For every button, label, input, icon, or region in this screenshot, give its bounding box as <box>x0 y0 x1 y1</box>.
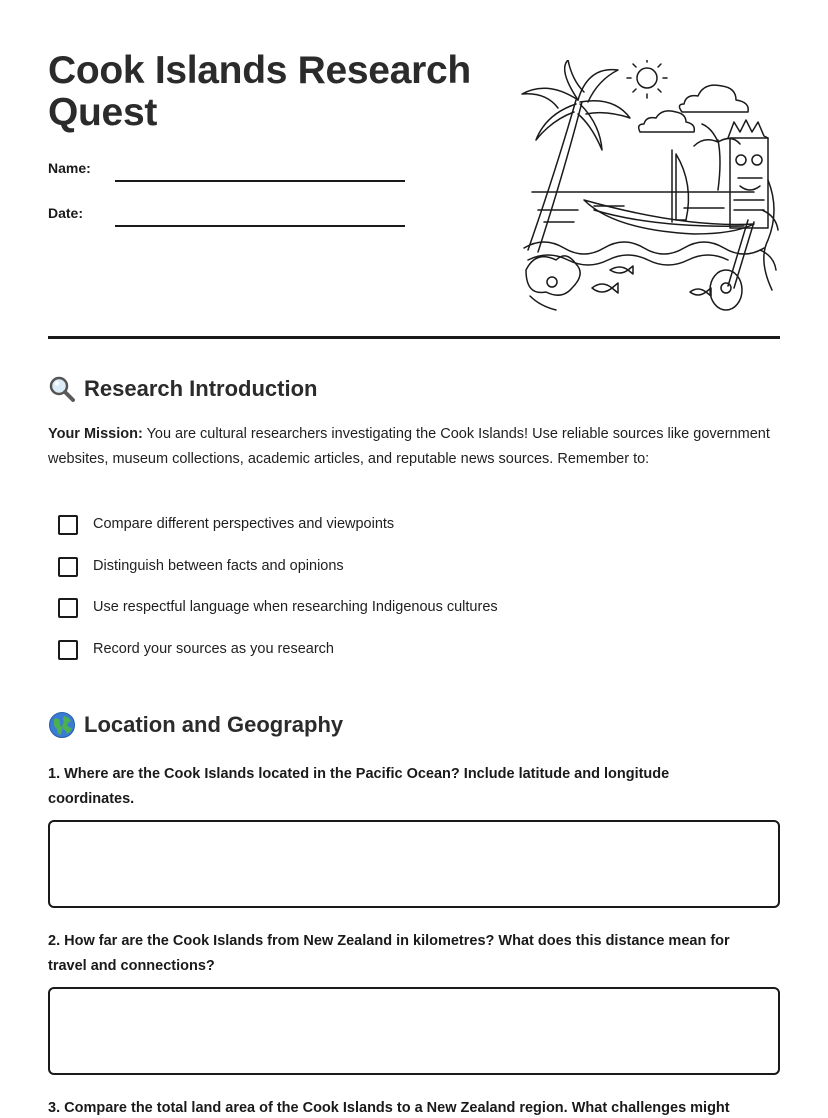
name-field[interactable] <box>48 160 408 188</box>
name-label: Name: <box>48 160 91 176</box>
sun-icon <box>627 60 667 98</box>
section-title-research-introduction <box>48 374 317 404</box>
research-checklist <box>58 512 758 678</box>
question-3: 3. Compare the total land area of the Cook Islands to a New Zealand region. What challenges might <box>48 1100 730 1116</box>
checklist-item-label: Record your sources as you research <box>93 640 334 657</box>
tropical-beach-illustration <box>514 60 780 314</box>
checkbox[interactable] <box>58 598 78 618</box>
date-label: Date: <box>48 205 84 221</box>
cloud-icon <box>679 85 748 112</box>
fish-icon <box>592 283 618 293</box>
checkbox[interactable] <box>58 640 78 660</box>
header-divider <box>48 336 780 339</box>
globe-icon <box>48 711 76 739</box>
checklist-item[interactable] <box>58 595 758 637</box>
question-1: 1. Where are the Cook Islands located in the Pacific Ocean? Include latitude and longitude coordinates. <box>48 766 670 807</box>
magnifying-glass-icon <box>48 375 76 403</box>
section-heading-text: Location and Geography <box>84 712 344 737</box>
checkbox[interactable] <box>58 515 78 535</box>
checklist-item-label: Distinguish between facts and opinions <box>93 557 344 574</box>
mission-text: You are cultural researchers investigating the Cook Islands! Use reliable sources like government websites, museum collections, academic articles, and reputable news sources. Remember to: <box>48 426 770 467</box>
fish-icon <box>610 266 633 274</box>
checklist-item-label: Use respectful language when researching Indigenous cultures <box>93 599 498 615</box>
date-line[interactable] <box>115 225 405 227</box>
checklist-item-label: Compare different perspectives and viewpoints <box>93 516 395 532</box>
date-field[interactable] <box>48 205 408 233</box>
worksheet-header <box>48 40 780 320</box>
checklist-item[interactable] <box>58 512 758 554</box>
checklist-item[interactable] <box>58 637 758 679</box>
tiki-statue-icon <box>728 120 768 228</box>
checklist-item[interactable] <box>58 554 758 596</box>
cloud-icon <box>639 111 695 132</box>
mission-paragraph <box>48 422 780 472</box>
mission-lead: Your Mission: <box>48 426 143 442</box>
answer-box-1[interactable] <box>48 820 780 908</box>
page-title: Cook Islands Research Quest <box>48 49 471 134</box>
section-heading-text: Research Introduction <box>84 376 318 401</box>
checkbox[interactable] <box>58 557 78 577</box>
section-title-location-geography <box>48 710 343 740</box>
name-line[interactable] <box>115 180 405 182</box>
question-2: 2. How far are the Cook Islands from New Zealand in kilometres? What does this distance mean for travel and connections? <box>48 933 730 974</box>
palm-tree-icon <box>522 60 630 252</box>
fish-icon <box>690 288 711 296</box>
answer-box-2[interactable] <box>48 987 780 1075</box>
